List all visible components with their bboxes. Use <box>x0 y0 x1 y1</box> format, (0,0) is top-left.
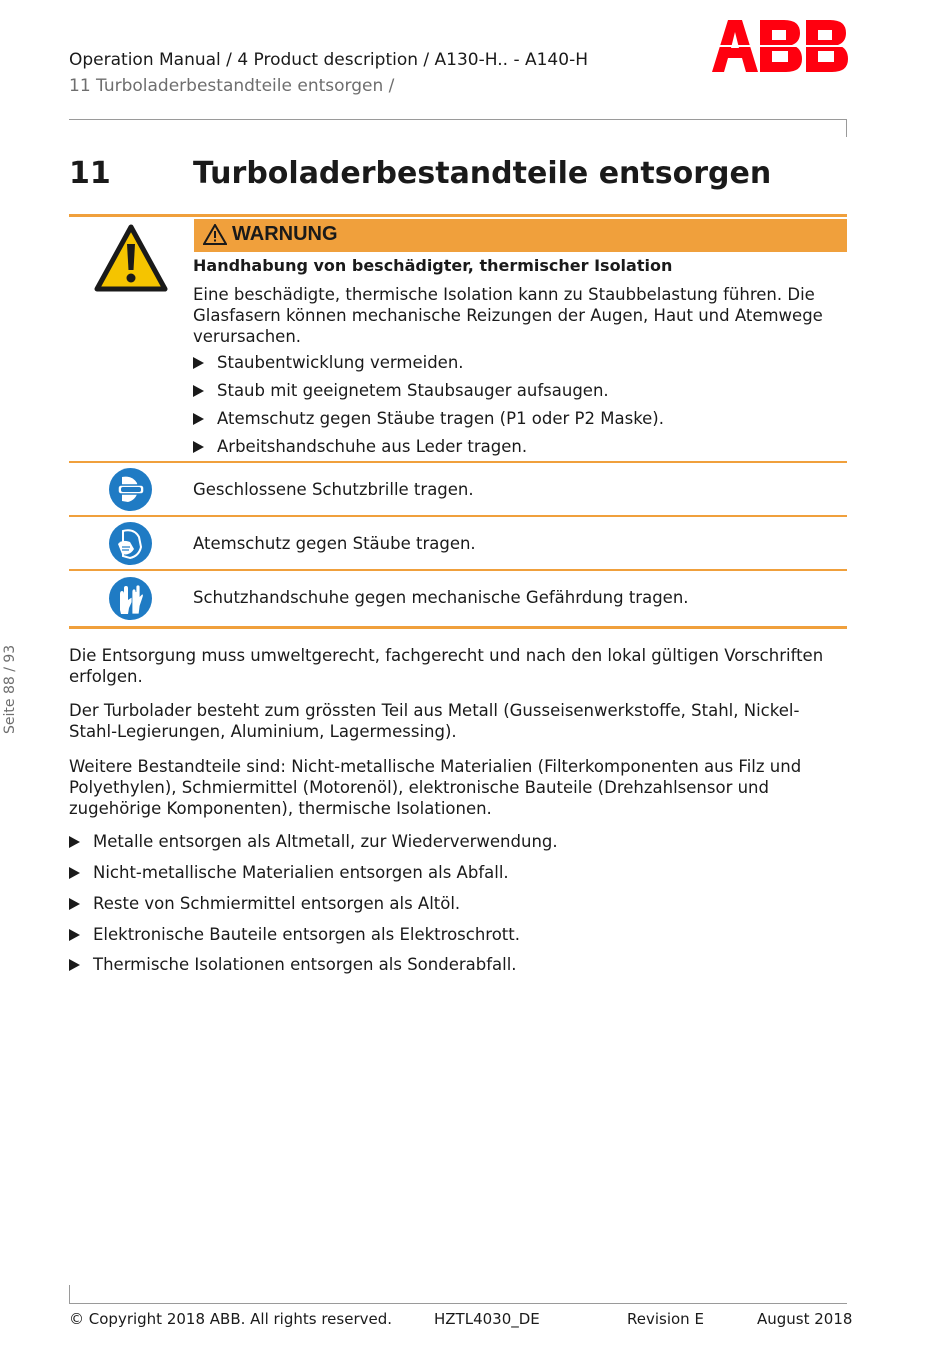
warning-top-rule <box>69 214 847 217</box>
chapter-title: Turboladerbestandteile entsorgen <box>193 156 772 191</box>
warning-bottom-rule <box>69 626 847 629</box>
body-paragraph: Der Turbolader besteht zum grössten Teil aus Metall (Gusseisenwerkstoffe, Stahl, Nickel-Stahl-Legierungen, Aluminium, Lagermessing). <box>69 701 800 741</box>
arrow-icon <box>69 836 80 848</box>
footer-rule <box>69 1303 847 1304</box>
page-number: Seite 88 / 93 <box>2 644 18 734</box>
ppe-text: Schutzhandschuhe gegen mechanische Gefährdung tragen. <box>193 588 689 607</box>
gloves-icon <box>108 576 153 621</box>
disposal-step: Nicht-metallische Materialien entsorgen als Abfall. <box>69 863 769 885</box>
header-rule <box>69 119 847 120</box>
warning-triangle-icon <box>94 224 168 292</box>
footer-revision: Revision E <box>627 1310 704 1328</box>
disposal-step: Metalle entsorgen als Altmetall, zur Wiederverwendung. <box>69 832 769 854</box>
abb-logo <box>712 20 848 72</box>
arrow-icon <box>193 385 204 397</box>
header-breadcrumb: Operation Manual / 4 Product description / A130-H.. - A140-H <box>69 50 588 70</box>
ppe-separator <box>69 569 847 571</box>
ppe-separator <box>69 461 847 463</box>
arrow-icon <box>69 867 80 879</box>
disposal-step: Reste von Schmiermittel entsorgen als Altöl. <box>69 894 769 916</box>
warning-subtitle: Handhabung von beschädigter, thermischer Isolation <box>193 256 673 275</box>
header-subcrumb: 11 Turboladerbestandteile entsorgen / <box>69 76 395 96</box>
arrow-icon <box>69 929 80 941</box>
warning-measure: Atemschutz gegen Stäube tragen (P1 oder P2 Maske). <box>193 409 793 431</box>
arrow-icon <box>193 357 204 369</box>
footer-tick <box>69 1285 70 1304</box>
arrow-icon <box>69 959 80 971</box>
header-rule-tick <box>846 119 847 137</box>
footer-copyright: © Copyright 2018 ABB. All rights reserved. <box>69 1310 393 1328</box>
respirator-icon <box>108 521 153 566</box>
warning-measure: Arbeitshandschuhe aus Leder tragen. <box>193 437 793 459</box>
arrow-icon <box>193 413 204 425</box>
warning-measure: Staub mit geeignetem Staubsauger aufsaugen. <box>193 381 793 403</box>
goggles-icon <box>108 467 153 512</box>
footer-date: August 2018 <box>757 1310 853 1328</box>
arrow-icon <box>69 898 80 910</box>
disposal-step: Elektronische Bauteile entsorgen als Elektroschrott. <box>69 925 769 947</box>
warning-text: Eine beschädigte, thermische Isolation kann zu Staubbelastung führen. Die Glasfasern können mechanische Reizungen der Augen, Haut und Atemwege verursachen. <box>193 285 823 346</box>
body-paragraph: Weitere Bestandteile sind: Nicht-metallische Materialien (Filterkomponenten aus Filz und Polyethylen), Schmiermittel (Motorenöl), elektronische Bauteile (Drehzahlsensor und zugehörige Komponenten), thermische Isolationen. <box>69 757 802 818</box>
warning-measure: Staubentwicklung vermeiden. <box>193 353 793 375</box>
footer-doc-id: HZTL4030_DE <box>434 1310 540 1328</box>
ppe-text: Atemschutz gegen Stäube tragen. <box>193 534 476 553</box>
ppe-separator <box>69 515 847 517</box>
warning-banner <box>194 219 847 252</box>
warning-small-icon <box>203 224 227 245</box>
warning-label: WARNUNG <box>232 223 338 245</box>
body-paragraph: Die Entsorgung muss umweltgerecht, fachgerecht und nach den lokal gültigen Vorschriften erfolgen. <box>69 646 824 686</box>
ppe-text: Geschlossene Schutzbrille tragen. <box>193 480 474 499</box>
arrow-icon <box>193 441 204 453</box>
disposal-step: Thermische Isolationen entsorgen als Sonderabfall. <box>69 955 769 977</box>
chapter-number: 11 <box>69 156 111 191</box>
